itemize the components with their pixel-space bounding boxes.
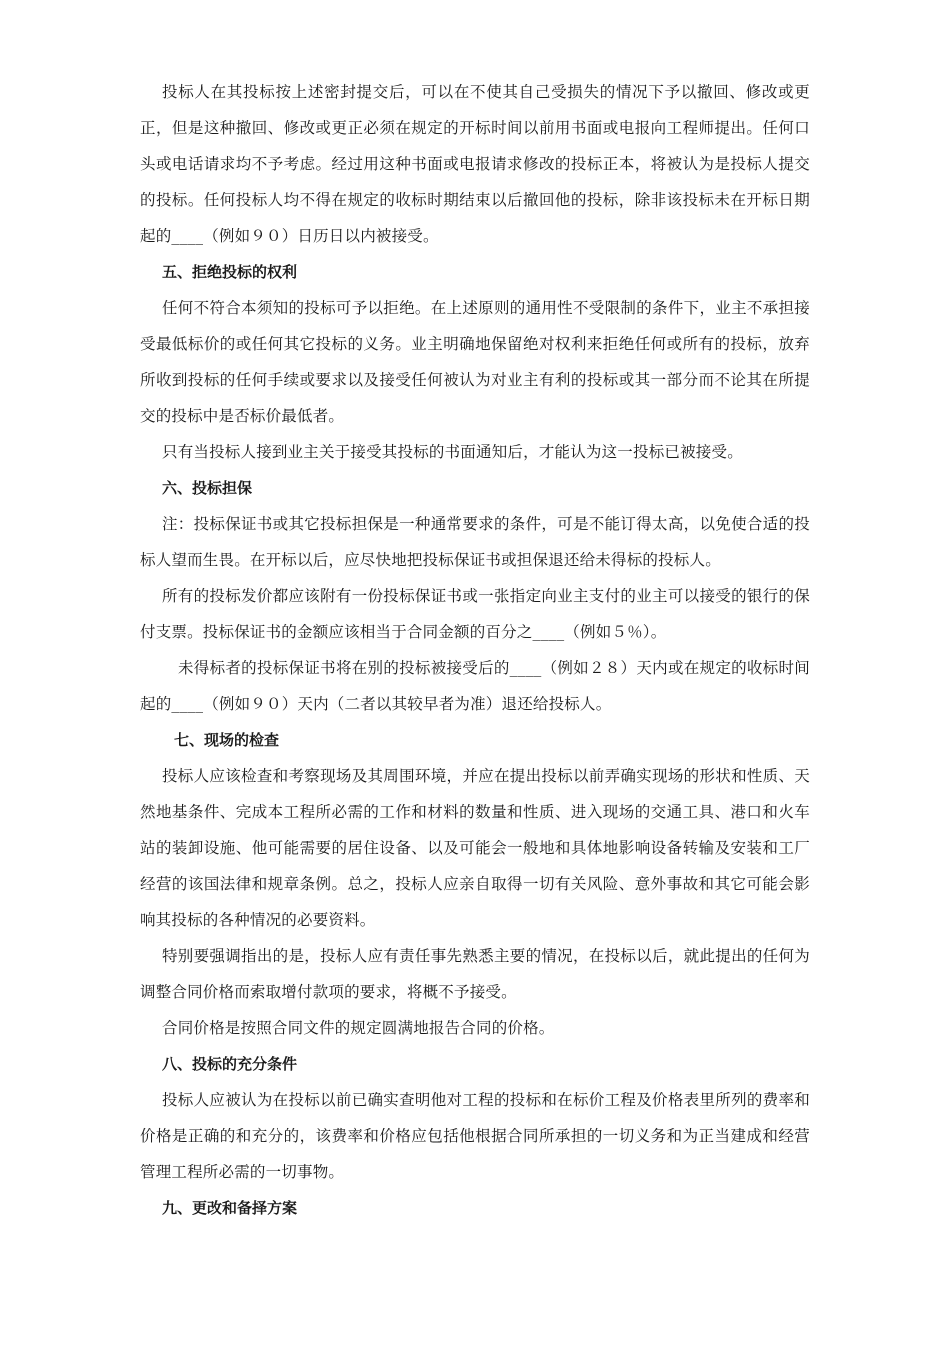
paragraph-no-extra-claims: 特别要强调指出的是，投标人应有责任事先熟悉主要的情况，在投标以后，就此提出的任何为调整合同价格而索取增付款项的要求，将概不予接受。 — [140, 947, 810, 1001]
paragraph-bond-return: 未得标者的投标保证书将在别的投标被接受后的____（例如２８）天内或在规定的收标时间起的____（例如９０）天内（二者以其较早者为准）退还给投标人。 — [140, 659, 810, 713]
heading-right-to-reject: 五、拒绝投标的权利 — [162, 263, 298, 281]
paragraph-contract-price: 合同价格是按照合同文件的规定圆满地报告合同的价格。 — [162, 1019, 555, 1037]
paragraph-reject-rights: 任何不符合本须知的投标可予以拒绝。在上述原则的通用性不受限制的条件下，业主不承担接受最低标价的或任何其它投标的义务。业主明确地保留绝对权利来拒绝任何或所有的投标，放弃所收到投标的任何手续或要求以及接受任何被认为对业主有利的投标或其一部分而不论其在所提交的投标中是否标价最低者。 — [140, 299, 810, 425]
paragraph-site-inspection: 投标人应该检查和考察现场及其周围环境，并应在提出投标以前弄确实现场的形状和性质、天然地基条件、完成本工程所必需的工作和材料的数量和性质、进入现场的交通工具、港口和火车站的装卸设施、他可能需要的居住设备、以及可能会一般地和具体地影响设备转输及安装和工厂经营的该国法律和规章条例。总之，投标人应亲自取得一切有关风险、意外事故和其它可能会影响其投标的各种情况的必要资料。 — [140, 767, 810, 929]
heading-bid-security: 六、投标担保 — [162, 479, 253, 497]
paragraph-withdrawal: 投标人在其投标按上述密封提交后，可以在不使其自己受损失的情况下予以撤回、修改或更正，但是这种撤回、修改或更正必须在规定的开标时间以前用书面或电报向工程师提出。任何口头或电话请求均不予考虑。经过用这种书面或电报请求修改的投标正本，将被认为是投标人提交的投标。任何投标人均不得在规定的收标时期结束以后撤回他的投标，除非该投标未在开标日期起的____（例如９０）日历日以内被接受。 — [140, 83, 810, 245]
heading-sufficiency-of-bid: 八、投标的充分条件 — [162, 1055, 298, 1073]
paragraph-acceptance-notice: 只有当投标人接到业主关于接受其投标的书面通知后，才能认为这一投标已被接受。 — [162, 443, 743, 461]
heading-site-inspection: 七、现场的检查 — [174, 731, 280, 749]
paragraph-security-note: 注：投标保证书或其它投标担保是一种通常要求的条件，可是不能订得太高，以免使合适的投标人望而生畏。在开标以后，应尽快地把投标保证书或担保退还给未得标的投标人。 — [140, 515, 810, 569]
paragraph-sufficiency: 投标人应被认为在投标以前已确实查明他对工程的投标和在标价工程及价格表里所列的费率和价格是正确的和充分的，该费率和价格应包括他根据合同所承担的一切义务和为正当建成和经营管理工程所必需的一切事物。 — [140, 1091, 810, 1181]
heading-alternatives: 九、更改和备择方案 — [162, 1199, 298, 1217]
paragraph-bid-bond: 所有的投标发价都应该附有一份投标保证书或一张指定向业主支付的业主可以接受的银行的保付支票。投标保证书的金额应该相当于合同金额的百分之____（例如５％）。 — [140, 587, 810, 641]
